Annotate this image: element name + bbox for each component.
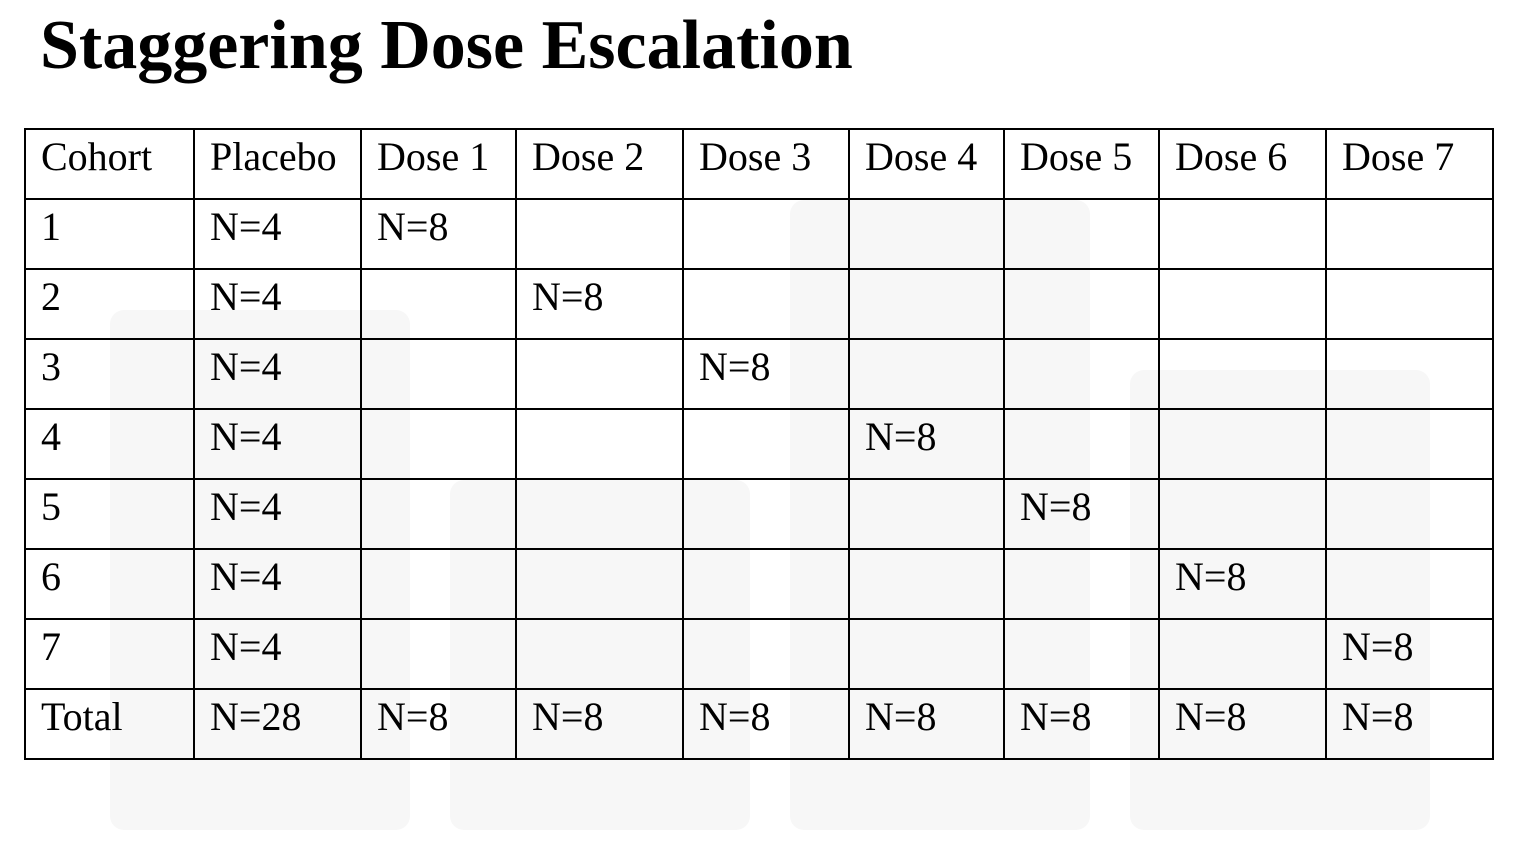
- table-row: [25, 339, 1493, 409]
- dose-cell: [1159, 409, 1326, 479]
- dose-cell: [516, 199, 683, 269]
- dose-cell: [361, 549, 516, 619]
- placebo-cell: N=4: [194, 339, 361, 409]
- dose-cell: [1326, 409, 1493, 479]
- dose-cell: [849, 339, 1004, 409]
- dose-cell: [1159, 479, 1326, 549]
- table-row: [25, 619, 1493, 689]
- total-dose-cell: N=8: [849, 689, 1004, 759]
- dose-cell: [1004, 199, 1159, 269]
- dose-cell: [361, 409, 516, 479]
- dose-cell: [683, 619, 849, 689]
- total-dose-cell: N=8: [361, 689, 516, 759]
- dose-cell: [1326, 199, 1493, 269]
- dose-cell: [361, 269, 516, 339]
- dose-cell: N=8: [1159, 549, 1326, 619]
- dose-cell: [1004, 619, 1159, 689]
- dose-cell: [849, 199, 1004, 269]
- dose-cell: [1004, 269, 1159, 339]
- dose-cell: N=8: [1326, 619, 1493, 689]
- dose-cell: N=8: [683, 339, 849, 409]
- dose-escalation-table: [24, 128, 1494, 760]
- total-dose-cell: N=8: [1326, 689, 1493, 759]
- table-row: [25, 199, 1493, 269]
- cohort-cell: 6: [25, 549, 194, 619]
- placebo-cell: N=4: [194, 619, 361, 689]
- total-dose-cell: N=8: [1004, 689, 1159, 759]
- dose-cell: [516, 549, 683, 619]
- dose-cell: [849, 269, 1004, 339]
- cohort-cell: 4: [25, 409, 194, 479]
- dose-cell: [516, 339, 683, 409]
- dose-cell: [683, 269, 849, 339]
- column-header: Dose 5: [1004, 129, 1159, 199]
- dose-cell: [849, 619, 1004, 689]
- dose-cell: [361, 339, 516, 409]
- table-header-row: [25, 129, 1493, 199]
- dose-cell: [683, 199, 849, 269]
- dose-cell: [361, 479, 516, 549]
- column-header: Dose 6: [1159, 129, 1326, 199]
- dose-cell: [849, 549, 1004, 619]
- cohort-cell: 1: [25, 199, 194, 269]
- total-dose-cell: N=8: [1159, 689, 1326, 759]
- dose-cell: [1326, 479, 1493, 549]
- dose-cell: [1004, 339, 1159, 409]
- placebo-cell: N=4: [194, 269, 361, 339]
- dose-cell: N=8: [1004, 479, 1159, 549]
- total-label-cell: Total: [25, 689, 194, 759]
- table-row: [25, 479, 1493, 549]
- dose-cell: [516, 619, 683, 689]
- total-dose-cell: N=8: [516, 689, 683, 759]
- column-header: Dose 7: [1326, 129, 1493, 199]
- dose-cell: [683, 409, 849, 479]
- dose-cell: [1159, 199, 1326, 269]
- dose-cell: N=8: [361, 199, 516, 269]
- dose-cell: [1004, 549, 1159, 619]
- column-header: Dose 3: [683, 129, 849, 199]
- dose-cell: [1326, 549, 1493, 619]
- table-row: [25, 269, 1493, 339]
- column-header: Dose 1: [361, 129, 516, 199]
- cohort-cell: 7: [25, 619, 194, 689]
- dose-cell: [1326, 339, 1493, 409]
- dose-cell: [516, 479, 683, 549]
- column-header: Dose 4: [849, 129, 1004, 199]
- dose-cell: N=8: [516, 269, 683, 339]
- dose-cell: [1004, 409, 1159, 479]
- table-row: [25, 549, 1493, 619]
- page-title: Staggering Dose Escalation: [40, 7, 853, 84]
- dose-cell: [361, 619, 516, 689]
- cohort-cell: 5: [25, 479, 194, 549]
- placebo-cell: N=4: [194, 479, 361, 549]
- column-header: Cohort: [25, 129, 194, 199]
- total-dose-cell: N=8: [683, 689, 849, 759]
- placebo-cell: N=4: [194, 549, 361, 619]
- dose-cell: [1326, 269, 1493, 339]
- placebo-cell: N=4: [194, 409, 361, 479]
- column-header: Dose 2: [516, 129, 683, 199]
- column-header: Placebo: [194, 129, 361, 199]
- dose-cell: [849, 479, 1004, 549]
- dose-cell: [1159, 619, 1326, 689]
- cohort-cell: 3: [25, 339, 194, 409]
- dose-cell: [1159, 269, 1326, 339]
- table-row: [25, 409, 1493, 479]
- placebo-cell: N=4: [194, 199, 361, 269]
- dose-cell: [683, 479, 849, 549]
- dose-cell: [516, 409, 683, 479]
- total-placebo-cell: N=28: [194, 689, 361, 759]
- dose-cell: [1159, 339, 1326, 409]
- dose-cell: [683, 549, 849, 619]
- dose-cell: N=8: [849, 409, 1004, 479]
- table-total-row: [25, 689, 1493, 759]
- cohort-cell: 2: [25, 269, 194, 339]
